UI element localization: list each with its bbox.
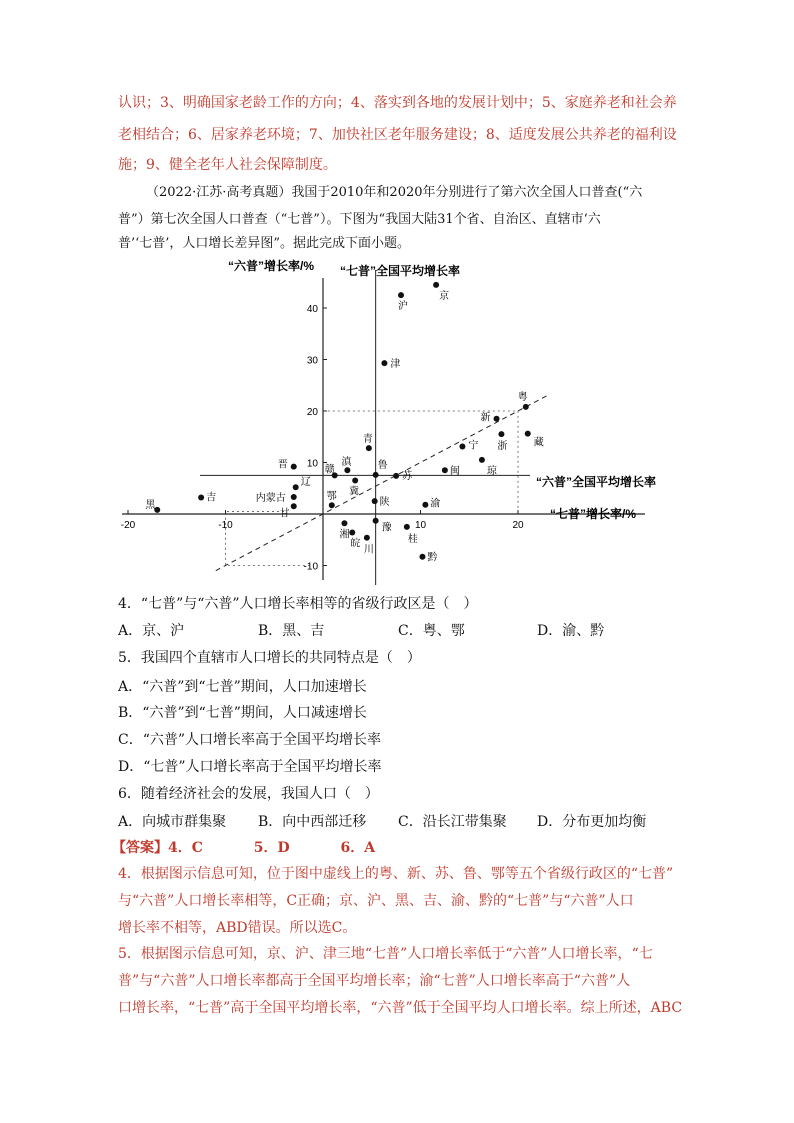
data-point-新 — [494, 416, 500, 422]
intro-line-1: 认识；3、明确国家老龄工作的方向；4、落实到各地的发展计划中；5、家庭养老和社会养 — [118, 95, 677, 111]
answer-line — [112, 838, 375, 858]
explain-4-line-1: 4．根据图示信息可知，位于图中虚线上的粤、新、苏、鲁、鄂等五个省级行政区的“七普” — [118, 866, 674, 882]
data-label-甘: 甘 — [279, 508, 290, 520]
answer-6: 6．A — [340, 840, 376, 856]
data-point-琼 — [479, 457, 485, 463]
x-axis-label: “七普”增长率/% — [550, 507, 637, 521]
explain-4-line-3: 增长率不相等，ABD错误。所以选C。 — [118, 920, 357, 936]
e5-l1f: “七 — [631, 946, 653, 962]
y-average-label: “六普”全国平均增长率 — [536, 475, 657, 489]
data-label-津: 津 — [390, 359, 401, 371]
data-point-京 — [433, 282, 439, 288]
data-point-鄂 — [329, 502, 335, 508]
data-label-宁: 宁 — [468, 440, 479, 452]
population-growth-chart — [110, 250, 680, 590]
data-label-辽: 辽 — [300, 477, 311, 489]
data-point-甘 — [291, 503, 297, 509]
e5-l1b: “七普” — [364, 946, 408, 962]
data-label-皖: 皖 — [350, 538, 361, 550]
data-label-青: 青 — [362, 434, 373, 446]
data-point-藏 — [525, 431, 531, 437]
e5-l3a: 口增长率， — [118, 1000, 188, 1016]
data-point-晋 — [291, 464, 297, 470]
q5-option-c: C．“六普”人口增长率高于全国平均增长率 — [118, 732, 382, 748]
explain-5-line-3 — [118, 998, 682, 1018]
e5-l2b: 与“六普”人口增长率都高于全国平均增长率；渝“七普”人口增长率高于“六普”人 — [139, 973, 631, 989]
data-point-鲁 — [373, 472, 379, 478]
guide-dotted-neg — [226, 511, 314, 565]
data-point-辽 — [293, 484, 299, 490]
data-label-闽: 闽 — [449, 466, 460, 478]
q4-option-c: C．粤、鄂 — [398, 623, 465, 639]
explain-5-line-2 — [118, 971, 630, 991]
data-label-滇: 滇 — [341, 457, 352, 469]
q5-option-d: D．“七普”人口增长率高于全国平均增长率 — [118, 759, 382, 775]
data-label-湘: 湘 — [339, 529, 350, 541]
question-4-stem: 4．“七普”与“六普”人口增长率相等的省级行政区是（ ） — [118, 596, 478, 612]
data-point-陕 — [372, 498, 378, 504]
y-tick-label: 30 — [306, 355, 318, 367]
q4-option-a: A．京、沪 — [118, 623, 185, 639]
data-label-粤: 粤 — [517, 391, 528, 403]
data-label-渝: 渝 — [430, 498, 441, 510]
x-tick-label: -20 — [120, 520, 136, 531]
e5-l1d: “六普” — [505, 946, 548, 962]
data-label-晋: 晋 — [277, 459, 288, 471]
e5-l3e: 低于全国平均人口增长率。综上所述，ABC — [412, 1000, 683, 1016]
q4-option-d: D．渝、黔 — [537, 623, 605, 639]
data-label-黔: 黔 — [427, 552, 438, 564]
data-point-吉 — [198, 495, 204, 501]
data-label-琼: 琼 — [486, 465, 497, 477]
data-point-沪 — [398, 292, 404, 298]
q6-option-b: B．向中西部迁移 — [258, 814, 367, 830]
data-point-渝 — [422, 502, 428, 508]
data-label-鲁: 鲁 — [377, 459, 388, 471]
data-label-京: 京 — [439, 290, 450, 302]
data-point-宁 — [459, 444, 465, 450]
e5-l3c: 高于全国平均增长率， — [230, 1000, 371, 1016]
data-point-青 — [366, 445, 372, 451]
question-5-stem: 5．我国四个直辖市人口增长的共同特点是（ ） — [118, 650, 421, 666]
data-label-沪: 沪 — [398, 301, 408, 313]
answer-4: 4．C — [168, 840, 203, 856]
y-axis-label: “六普”增长率/% — [228, 259, 315, 273]
data-point-闽 — [442, 467, 448, 473]
e5-l2a: 普” — [118, 973, 140, 989]
e5-l3b: “七普” — [188, 1000, 231, 1016]
data-label-川: 川 — [363, 544, 374, 556]
y-tick-label: 40 — [306, 304, 318, 315]
e5-l1c: 人口增长率低于 — [407, 946, 506, 962]
explain-4-line-2: 与“六普”人口增长率相等，C正确；京、沪、黑、吉、渝、黔的“七普”与“六普”人口 — [118, 893, 634, 909]
stem-line-2: 普”）第七次全国人口普查（“七普”）。下图为“我国大陆31个省、自治区、直辖市‘六 — [118, 212, 601, 227]
data-point-内蒙古 — [291, 494, 297, 500]
data-point-湘 — [341, 520, 347, 526]
stem-line-1: （2022·江苏·高考真题）我国于2010年和2020年分别进行了第六次全国人口普查(“六 — [146, 185, 643, 200]
data-point-皖 — [349, 530, 355, 536]
intro-line-2: 老相结合；6、居家养老环境；7、加快社区老年服务建设；8、适度发展公共养老的福利设 — [118, 127, 677, 143]
data-label-冀: 冀 — [349, 486, 360, 498]
data-label-新: 新 — [480, 412, 491, 424]
equal-growth-dashed-line — [216, 396, 548, 571]
intro-line-3: 施；9、健全老年人社会保障制度。 — [118, 157, 337, 173]
y-tick-label: 10 — [306, 458, 318, 470]
data-point-川 — [364, 535, 370, 541]
explain-5-line-1 — [118, 944, 653, 964]
e5-l3d: “六普” — [370, 1000, 413, 1016]
data-label-吉: 吉 — [206, 492, 217, 504]
data-label-内蒙古: 内蒙古 — [255, 493, 286, 505]
y-tick-label: 20 — [306, 407, 318, 418]
x-tick-label: 20 — [512, 520, 524, 531]
q6-option-d: D．分布更加均衡 — [537, 814, 647, 830]
data-point-粤 — [523, 404, 529, 410]
stem-line-3: 普’‘七普’，人口增长差异图”。据此完成下面小题。 — [118, 236, 411, 251]
x-average-label: “七普”全国平均增长率 — [340, 264, 461, 278]
data-label-藏: 藏 — [533, 437, 544, 449]
data-point-苏 — [393, 473, 399, 479]
data-label-桂: 桂 — [407, 533, 418, 545]
data-point-津 — [381, 360, 387, 366]
data-point-冀 — [352, 478, 358, 484]
data-label-鄂: 鄂 — [326, 491, 337, 503]
q6-option-c: C．沿长江带集聚 — [398, 814, 507, 830]
answer-5: 5．D — [253, 840, 290, 856]
data-point-浙 — [498, 431, 504, 437]
q4-option-b: B．黑、吉 — [258, 623, 325, 639]
question-6-stem: 6．随着经济社会的发展，我国人口（ ） — [118, 786, 379, 802]
answer-label: 【答案】 — [112, 840, 168, 856]
data-label-苏: 苏 — [402, 470, 413, 482]
q5-option-b: B．“六普”到“七普”期间，人口减速增长 — [118, 705, 367, 721]
x-tick-label: -10 — [218, 520, 233, 531]
e5-l1a: 5．根据图示信息可知，京、沪、津三地 — [118, 946, 365, 962]
q6-option-a: A．向城市群集聚 — [118, 814, 227, 830]
data-point-桂 — [404, 524, 410, 530]
data-point-黔 — [419, 554, 425, 560]
data-label-黑: 黑 — [145, 499, 156, 511]
data-label-陕: 陕 — [379, 497, 390, 509]
data-point-豫 — [373, 518, 379, 524]
data-label-豫: 豫 — [381, 522, 392, 534]
y-tick-label: -10 — [303, 561, 318, 573]
data-label-赣: 赣 — [324, 464, 335, 476]
q5-option-a: A．“六普”到“七普”期间，人口加速增长 — [118, 679, 367, 695]
x-tick-label: 10 — [414, 520, 427, 531]
e5-l1e: 人口增长率， — [547, 946, 632, 962]
data-label-浙: 浙 — [497, 441, 508, 453]
